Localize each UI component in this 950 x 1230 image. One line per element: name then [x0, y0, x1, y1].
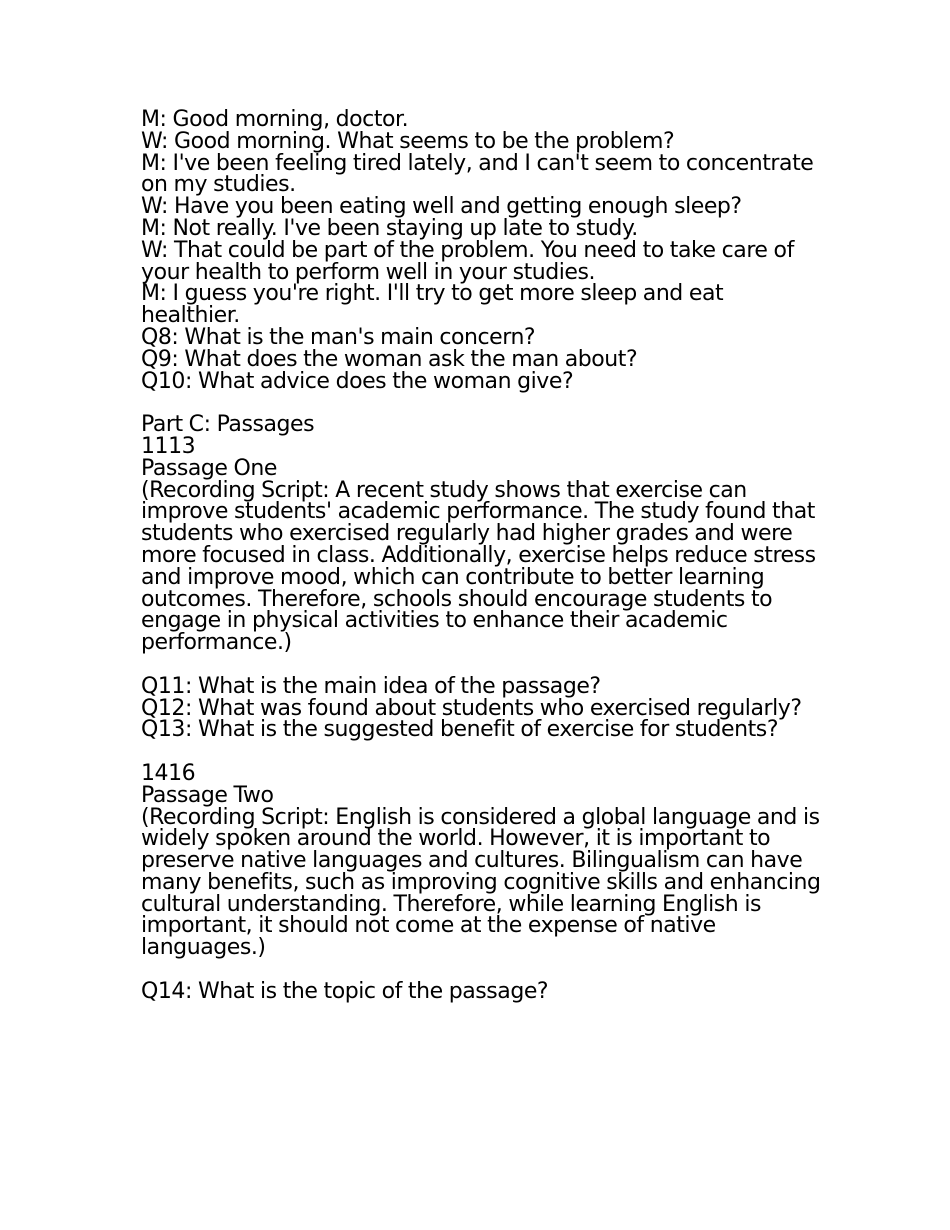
dialogue-questions	[141, 324, 821, 394]
dialogue-line: M: Good morning, doctor.	[141, 107, 409, 132]
dialogue-line: W: Good morning. What seems to be the problem?	[141, 128, 675, 154]
dialogue-line: M: Not really. I've been staying up late to study.	[141, 215, 638, 241]
passage-title: Passage One	[141, 455, 278, 481]
spacer	[141, 741, 821, 763]
dialogue-line: W: Have you been eating well and getting enough sleep?	[141, 194, 742, 220]
dialogue-line: W: That could be part of the problem. You need to take care of your health to perform well in your studies.	[141, 237, 794, 285]
question-item: Q8: What is the man's main concern?	[141, 324, 536, 350]
dialogue-line: M: I guess you're right. I'll try to get more sleep and eat healthier.	[141, 281, 724, 329]
passage-title: Passage Two	[141, 782, 274, 808]
spacer	[141, 654, 821, 676]
recording-script: (Recording Script: A recent study shows that exercise can improve students' academic performance. The study found that students who exercised regularly had higher grades and were more focused in class. Additionally, exercise helps reduce stress and improve mood, which can contribute to better learning outcomes. Therefore, schools should encourage students to engage in physical activities to enhance their academic performance.)	[141, 477, 816, 656]
dialogue	[141, 109, 821, 327]
section-heading: Part C: Passages	[141, 412, 315, 438]
spacer	[141, 959, 821, 981]
question-item: Q11: What is the main idea of the passage?	[141, 673, 601, 699]
question-item: Q12: What was found about students who exercised regularly?	[141, 695, 802, 721]
question-item: Q10: What advice does the woman give?	[141, 368, 574, 394]
dialogue-line: M: I've been feeling tired lately, and I can't seem to concentrate on my studies.	[141, 150, 814, 198]
question-item: Q9: What does the woman ask the man about?	[141, 346, 638, 372]
passage-two	[141, 760, 821, 1004]
document-body	[141, 109, 821, 1003]
question-range: 1113	[141, 433, 196, 459]
spacer	[141, 392, 821, 414]
passage-one	[141, 433, 821, 743]
recording-script: (Recording Script: English is considered a global language and is widely spoken around the world. However, it is important to preserve native languages and cultures. Bilingualism can have many benefits, such as improving cognitive skills and enhancing cultural understanding. Therefore, while learning English is important, it should not come at the expense of native languages.)	[141, 804, 821, 961]
question-item: Q13: What is the suggested benefit of exercise for students?	[141, 717, 779, 743]
question-range: 1416	[141, 760, 196, 786]
question-item: Q14: What is the topic of the passage?	[141, 978, 549, 1004]
